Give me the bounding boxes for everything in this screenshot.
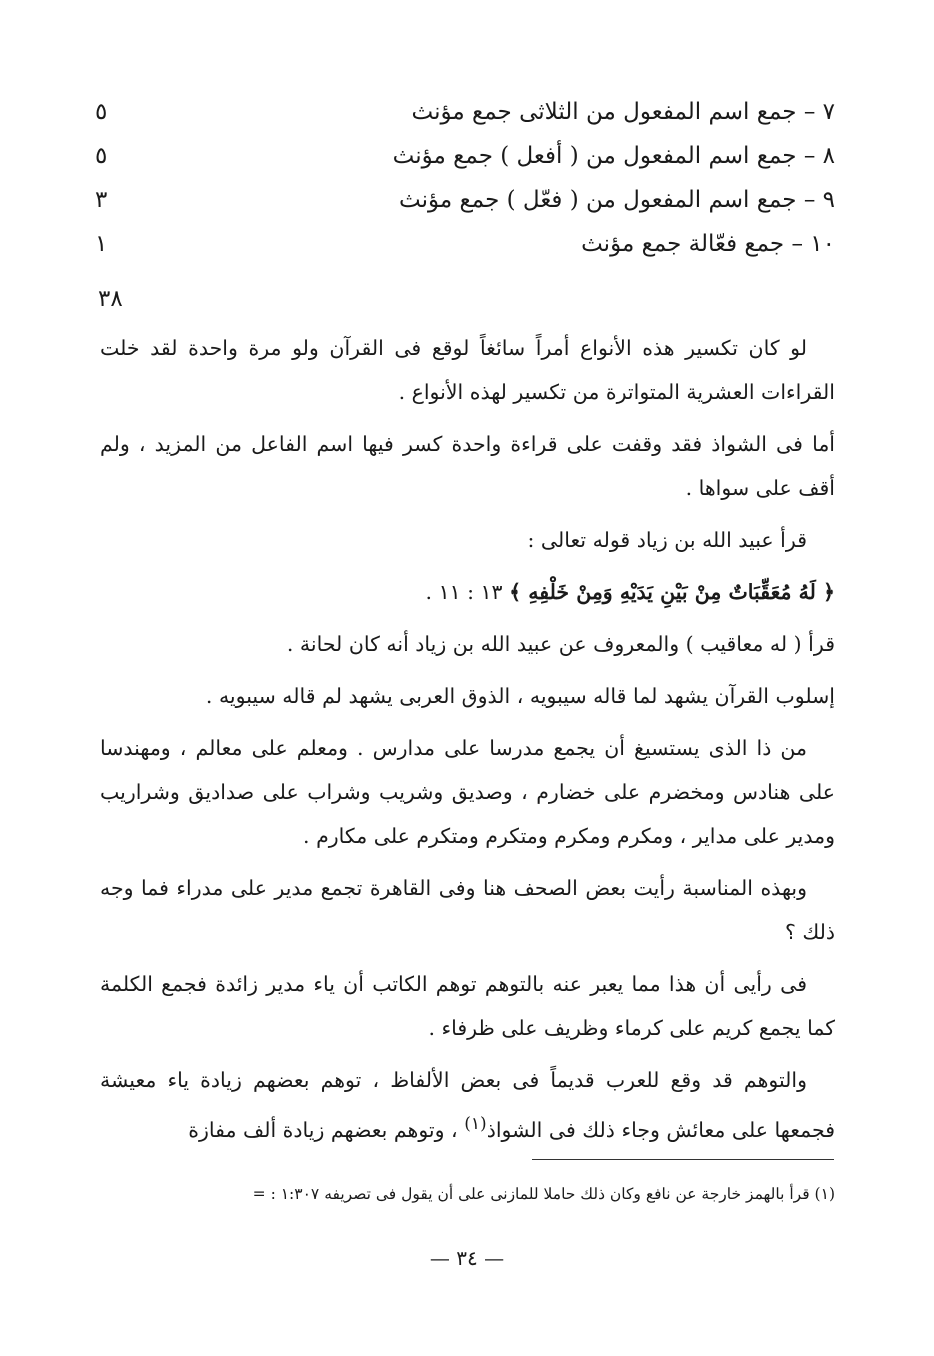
paragraph-text: ، وتوهم بعضهم زيادة ألف مفازة [188,1117,465,1142]
paragraph: من ذا الذى يستسيغ أن يجمع مدرسا على مدارس . ومعلم على معالم ، ومهندسا على هنادس ومخضرم على خضارم ، وصديق وشريب وشراب على صداديق وشراريب ومدير على مداير ، ومكرم ومكرم ومتكرم ومتكرم على مكارم . [100,736,835,848]
list-item-count: ٥ [95,143,108,169]
list-item-count: ٥ [95,99,108,125]
counts-list [95,90,835,266]
total-count: ٣٨ [98,286,123,312]
footnote-marker: (١) [464,1114,487,1134]
paragraph: فى رأيى أن هذا مما يعبر عنه بالتوهم توهم الكاتب أن ياء مدير زائدة فجمع الكلمة كما يجمع كريم على كرماء وظريف على ظرفاء . [100,972,835,1040]
list-item-text: ٧ – جمع اسم المفعول من الثلاثى جمع مؤنث [411,99,835,125]
list-item-count: ٣ [95,187,108,213]
paragraph [100,1058,835,1152]
paragraph: إسلوب القرآن يشهد لما قاله سيبويه ، الذوق العربى يشهد لم قاله سيبويه . [205,684,835,708]
page-number: — ٣٤ — [429,1246,505,1270]
list-item [95,222,835,266]
list-item [95,90,835,134]
paragraph: قرأ ( له معاقيب ) والمعروف عن عبيد الله بن زياد أنه كان لحانة . [286,632,835,656]
footnote-divider [532,1159,834,1160]
list-item-text: ٨ – جمع اسم المفعول من ( أفعل ) جمع مؤنث [392,143,835,169]
paragraph: قرأ عبيد الله بن زياد قوله تعالى : [527,528,807,552]
paragraph: لو كان تكسير هذه الأنواع أمراً سائغاً لوقع فى القرآن ولو مرة واحدة لقد خلت القراءات العشرية المتواترة من تكسير لهذه الأنواع . [100,336,835,404]
quran-verse: ﴿ لَهُ مُعَقِّبَاتٌ مِنْ بَيْنِ يَدَيْهِ وَمِنْ خَلْفِهِ ﴾ [509,580,835,604]
list-item-text: ٩ – جمع اسم المفعول من ( فعّل ) جمع مؤنث [399,187,835,213]
quran-verse-line [100,570,835,614]
list-item-count: ١ [95,231,108,257]
body-text [100,326,835,1160]
list-item-text: ١٠ – جمع فعّالة جمع مؤنث [581,231,835,257]
paragraph: أما فى الشواذ فقد وقفت على قراءة واحدة كسر فيها اسم الفاعل من المزيد ، ولم أقف على سواها . [100,432,835,500]
list-item [95,178,835,222]
paragraph-text: والتوهم قد وقع للعرب قديماً فى بعض الألفاظ ، توهم بعضهم زيادة ياء معيشة فجمعها على معائش وجاء ذلك فى الشواذ [100,1068,835,1142]
footnote: (١) قرأ بالهمز خارجة عن نافع وكان ذلك حاملا للمازنى على أن يقول فى تصريفه ١:٣٠٧ : = [252,1185,835,1203]
list-item [95,134,835,178]
paragraph: وبهذه المناسبة رأيت بعض الصحف هنا وفى القاهرة تجمع مدير على مدراء فما وجه ذلك ؟ [100,876,835,944]
verse-reference: ١٣ : ١١ . [425,580,503,604]
